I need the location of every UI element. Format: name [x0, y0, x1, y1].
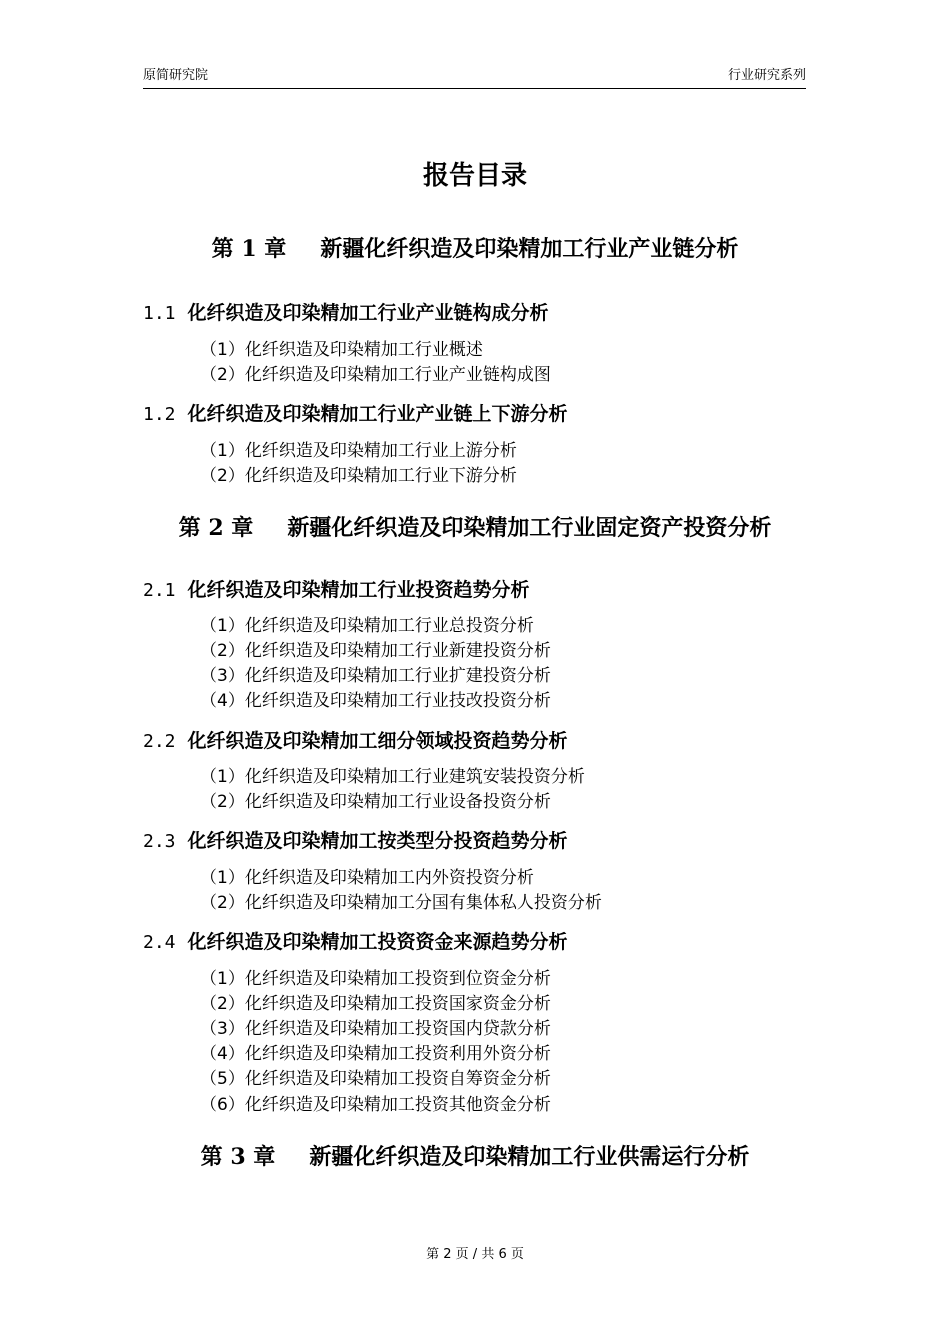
- section-number: 2.4: [143, 932, 176, 953]
- toc-item: （3）化纤织造及印染精加工行业扩建投资分析: [200, 666, 551, 686]
- toc-item: （4）化纤织造及印染精加工行业技改投资分析: [200, 691, 551, 711]
- toc-item: （2）化纤织造及印染精加工分国有集体私人投资分析: [200, 893, 602, 913]
- toc-item: （1）化纤织造及印染精加工行业建筑安装投资分析: [200, 767, 585, 787]
- section-heading: [143, 576, 530, 605]
- page-header: [143, 66, 806, 89]
- section-heading: [143, 827, 568, 856]
- page-title: 报告目录: [422, 161, 527, 191]
- chapter-number: 第 2 章: [178, 515, 254, 541]
- toc-item: （1）化纤织造及印染精加工行业上游分析: [200, 441, 517, 461]
- toc-item: （2）化纤织造及印染精加工行业下游分析: [200, 466, 517, 486]
- section-title: 化纤织造及印染精加工投资资金来源趋势分析: [187, 931, 568, 953]
- toc-item: （2）化纤织造及印染精加工投资国家资金分析: [200, 994, 551, 1014]
- toc-item: （2）化纤织造及印染精加工行业设备投资分析: [200, 792, 551, 812]
- toc-item: （1）化纤织造及印染精加工行业总投资分析: [200, 616, 534, 636]
- chapter-title: 新疆化纤织造及印染精加工行业供需运行分析: [309, 1144, 750, 1170]
- section-heading: [143, 928, 568, 957]
- section-number: 1.2: [143, 404, 176, 425]
- section-title: 化纤织造及印染精加工行业投资趋势分析: [187, 579, 530, 601]
- toc-item: （1）化纤织造及印染精加工内外资投资分析: [200, 868, 534, 888]
- toc-item: （4）化纤织造及印染精加工投资利用外资分析: [200, 1044, 551, 1064]
- chapter-heading: [0, 513, 950, 543]
- toc-item: （3）化纤织造及印染精加工投资国内贷款分析: [200, 1019, 551, 1039]
- section-number: 1.1: [143, 303, 176, 324]
- toc-item: （2）化纤织造及印染精加工行业产业链构成图: [200, 365, 551, 385]
- section-number: 2.2: [143, 731, 176, 752]
- page-number: 第 2 页 / 共 6 页: [426, 1247, 524, 1262]
- section-heading: [143, 727, 568, 756]
- section-title: 化纤织造及印染精加工细分领域投资趋势分析: [187, 730, 568, 752]
- toc-item: （6）化纤织造及印染精加工投资其他资金分析: [200, 1095, 551, 1115]
- toc-item: （2）化纤织造及印染精加工行业新建投资分析: [200, 641, 551, 661]
- chapter-heading: [0, 234, 950, 264]
- chapter-title: 新疆化纤织造及印染精加工行业固定资产投资分析: [287, 515, 772, 541]
- toc-item: （1）化纤织造及印染精加工投资到位资金分析: [200, 969, 551, 989]
- section-heading: [143, 299, 549, 328]
- section-number: 2.3: [143, 831, 176, 852]
- section-title: 化纤织造及印染精加工行业产业链上下游分析: [187, 403, 568, 425]
- section-title: 化纤织造及印染精加工行业产业链构成分析: [187, 302, 549, 324]
- toc-item: （5）化纤织造及印染精加工投资自筹资金分析: [200, 1069, 551, 1089]
- chapter-heading: [0, 1142, 950, 1172]
- toc-item: （1）化纤织造及印染精加工行业概述: [200, 340, 483, 360]
- header-org: 原简研究院: [143, 68, 209, 83]
- chapter-number: 第 3 章: [200, 1144, 276, 1170]
- section-title: 化纤织造及印染精加工按类型分投资趋势分析: [187, 830, 568, 852]
- header-series: 行业研究系列: [727, 68, 806, 83]
- chapter-number: 第 1 章: [211, 236, 287, 262]
- chapter-title: 新疆化纤织造及印染精加工行业产业链分析: [320, 236, 739, 262]
- section-heading: [143, 400, 568, 429]
- section-number: 2.1: [143, 580, 176, 601]
